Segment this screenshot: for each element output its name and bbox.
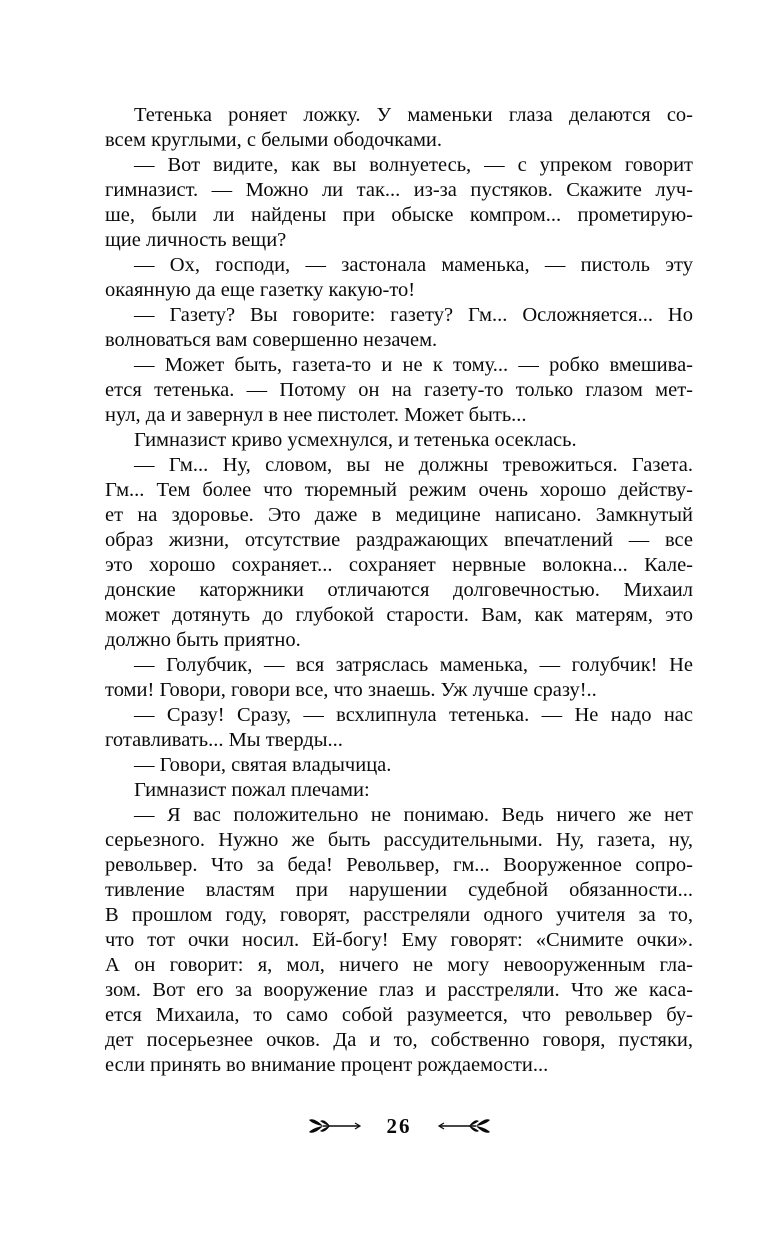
paragraph <box>105 153 693 253</box>
text-line: может дотянуть до глубокой старости. Вам, как матерям, это <box>105 604 693 626</box>
paragraph <box>105 303 693 353</box>
text-line: дет посерьезнее очков. Да и то, собственно говоря, пустяки, <box>105 1029 693 1051</box>
page-number: 26 <box>386 1113 412 1138</box>
fleuron-ornament-right-icon <box>436 1117 490 1135</box>
text-line: — Может быть, газета-то и не к тому... — робко вмешива- <box>134 354 693 376</box>
text-line: окаянную да еще газетку какую-то! <box>105 279 416 301</box>
text-line: — Говори, святая владычица. <box>134 754 392 776</box>
text-line: щие личность вещи? <box>105 229 287 251</box>
text-line: что тот очки носил. Ей-богу! Ему говорят: «Снимите очки». <box>105 929 693 951</box>
paragraph <box>105 353 693 428</box>
text-line: Гимназист криво усмехнулся, и тетенька осеклась. <box>134 429 577 451</box>
text-line: если принять во внимание процент рождаемости... <box>105 1054 549 1076</box>
text-line: — Газету? Вы говорите: газету? Гм... Осложняется... Но <box>134 304 693 326</box>
text-line: ше, были ли найдены при обыске компром... прометирую- <box>105 204 693 226</box>
text-line: — Голубчик, — вся затряслась маменька, — голубчик! Не <box>134 654 693 676</box>
text-line: — Вот видите, как вы волнуетесь, — с упреком говорит <box>134 154 693 176</box>
paragraph <box>105 753 693 778</box>
paragraph <box>105 653 693 703</box>
text-line: А он говорит: я, мол, ничего не могу невооруженным гла- <box>105 954 693 976</box>
text-line: ется Михаила, то само собой разумеется, что револьвер бу- <box>105 1004 693 1026</box>
text-line: — Ох, господи, — застонала маменька, — пистоль эту <box>134 254 693 276</box>
text-line: гимназист. — Можно ли так... из-за пустяков. Скажите луч- <box>105 179 693 201</box>
paragraph <box>105 253 693 303</box>
text-line: тивление властям при нарушении судебной обязанности... <box>105 879 693 901</box>
text-line: нул, да и завернул в нее пистолет. Может быть... <box>105 404 527 426</box>
text-line: готавливать... Мы тверды... <box>105 729 343 751</box>
text-line: это хорошо сохраняет... сохраняет нервные волокна... Кале- <box>105 554 693 576</box>
text-line: всем круглыми, с белыми ободочками. <box>105 129 443 151</box>
text-line: Гм... Тем более что тюремный режим очень хорошо действу- <box>105 479 693 501</box>
text-line: — Сразу! Сразу, — всхлипнула тетенька. — Не надо нас <box>134 704 693 726</box>
text-line: В прошлом году, говорят, расстреляли одного учителя за то, <box>105 904 693 926</box>
paragraph <box>105 703 693 753</box>
paragraph <box>105 428 693 453</box>
text-line: ется тетенька. — Потому он на газету-то только глазом мет- <box>105 379 693 401</box>
text-line: волноваться вам совершенно незачем. <box>105 329 438 351</box>
text-line: серьезного. Нужно же быть рассудительными. Ну, газета, ну, <box>105 829 693 851</box>
text-line: — Гм... Ну, словом, вы не должны тревожиться. Газета. <box>134 454 693 476</box>
text-line: образ жизни, отсутствие раздражающих впечатлений — все <box>105 529 693 551</box>
text-line: должно быть приятно. <box>105 629 301 651</box>
text-line: ет на здоровье. Это даже в медицине написано. Замкнутый <box>105 504 693 526</box>
paragraph <box>105 453 693 653</box>
page-footer <box>105 1110 693 1142</box>
text-line: зом. Вот его за вооружение глаз и расстреляли. Что же каса- <box>105 979 693 1001</box>
text-line: донские каторжники отличаются долговечностью. Михаил <box>105 579 693 601</box>
text-line: Тетенька роняет ложку. У маменьки глаза делаются со- <box>134 104 693 126</box>
text-block <box>105 103 693 1078</box>
paragraph <box>105 778 693 803</box>
fleuron-ornament-left-icon <box>309 1117 363 1135</box>
text-line: томи! Говори, говори все, что знаешь. Уж лучше сразу!.. <box>105 679 597 701</box>
text-line: револьвер. Что за беда! Револьвер, гм... Вооруженное сопро- <box>105 854 693 876</box>
text-line: Гимназист пожал плечами: <box>134 779 370 801</box>
text-line: — Я вас положительно не понимаю. Ведь ничего же нет <box>134 804 693 826</box>
paragraph <box>105 803 693 1078</box>
paragraph <box>105 103 693 153</box>
